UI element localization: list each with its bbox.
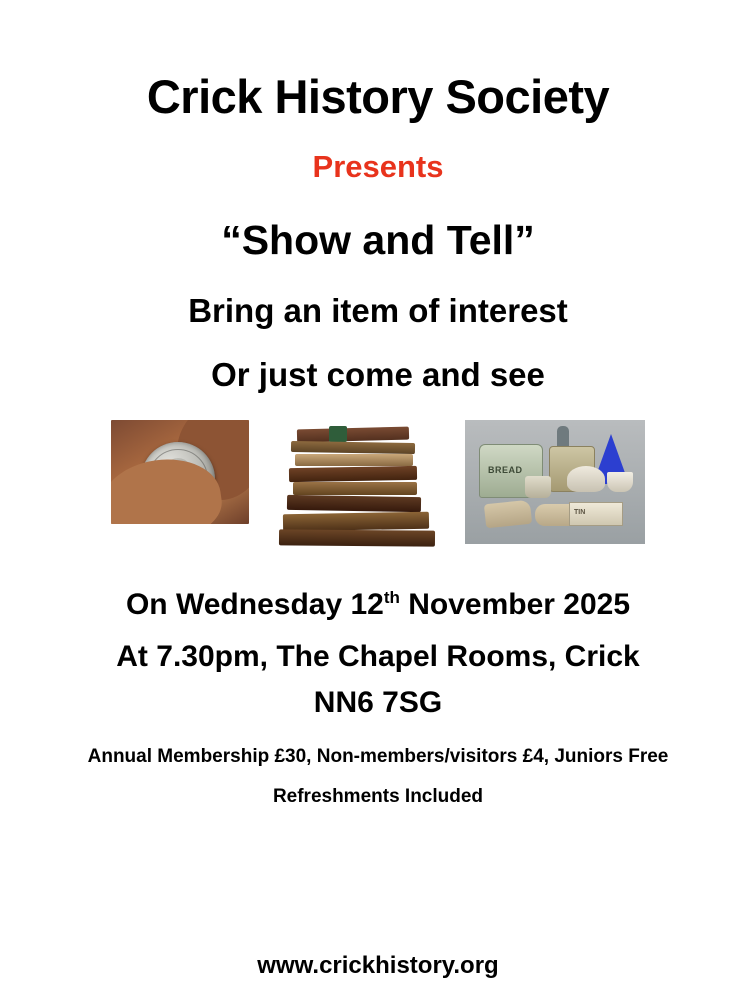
- wooden-board-shape: [484, 500, 532, 529]
- book-clasp-shape: [329, 426, 347, 442]
- book-shape: [289, 466, 417, 482]
- cup-shape: [607, 472, 633, 492]
- event-description-line-1: Bring an item of interest: [188, 292, 568, 330]
- event-date-suffix: November 2025: [399, 588, 631, 622]
- small-box-shape: [569, 502, 623, 526]
- teapot-shape: [567, 466, 605, 492]
- event-date-ordinal: th: [383, 588, 400, 608]
- silver-coin-in-hand-photo: [111, 420, 249, 524]
- presents-label: Presents: [312, 149, 444, 185]
- refreshments-note: Refreshments Included: [272, 786, 484, 808]
- book-shape: [293, 482, 417, 495]
- book-shape: [279, 530, 435, 547]
- book-shape: [295, 454, 413, 466]
- vintage-kitchenware-photo: [465, 420, 645, 544]
- event-venue: At 7.30pm, The Chapel Rooms, Crick: [116, 640, 640, 674]
- event-title: “Show and Tell”: [221, 217, 535, 264]
- bread-bin-label: BREAD: [488, 465, 523, 476]
- stack-of-antique-books-photo: [271, 420, 443, 550]
- page-title: Crick History Society: [146, 70, 610, 123]
- image-row: [98, 420, 658, 550]
- event-postcode: NN6 7SG: [313, 686, 443, 720]
- jug-shape: [525, 476, 551, 498]
- event-date-prefix: On Wednesday 12: [125, 588, 384, 622]
- event-description-line-2: Or just come and see: [211, 356, 545, 394]
- book-shape: [287, 495, 421, 512]
- membership-fees: Annual Membership £30, Non-members/visitors £4, Juniors Free: [87, 746, 669, 768]
- book-shape: [291, 441, 415, 454]
- event-date: [126, 588, 630, 622]
- small-box-label: TIN: [574, 509, 586, 517]
- website-link[interactable]: www.crickhistory.org: [257, 952, 499, 979]
